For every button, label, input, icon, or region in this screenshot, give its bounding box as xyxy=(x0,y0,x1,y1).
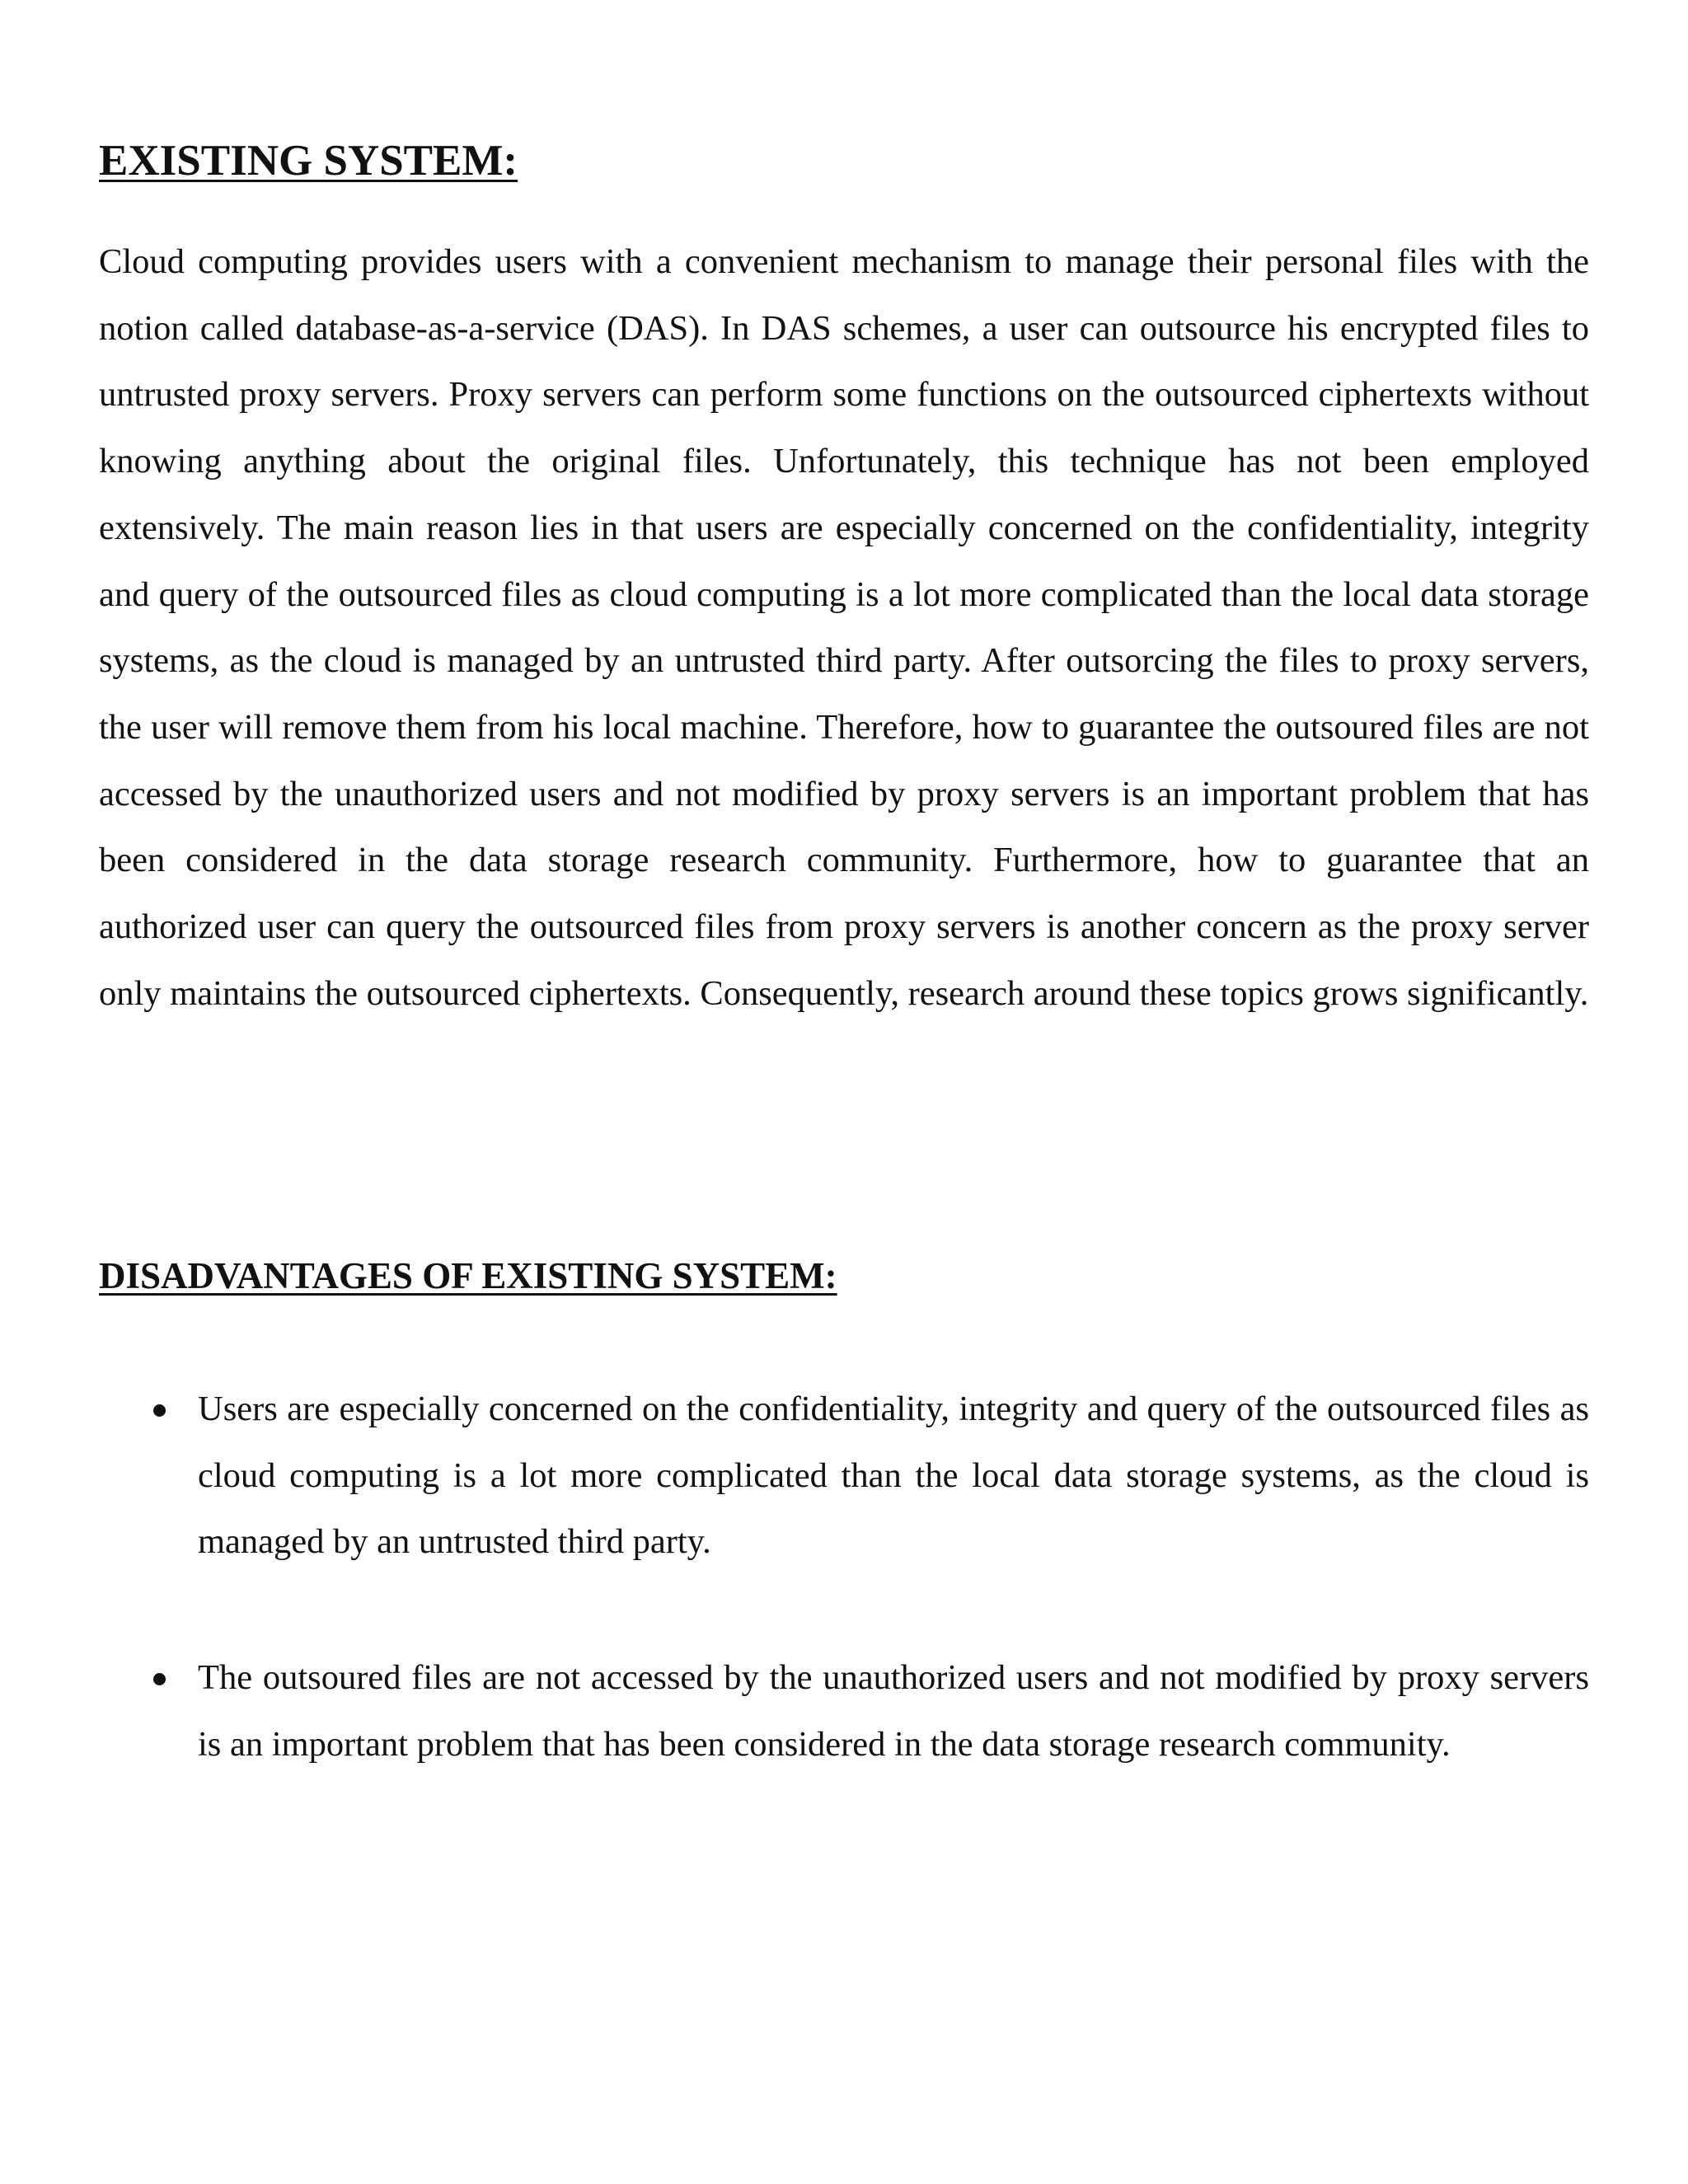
bullet-icon xyxy=(153,1673,166,1685)
existing-system-heading: EXISTING SYSTEM: xyxy=(99,137,518,185)
list-item xyxy=(0,1376,1688,1576)
disadvantages-list xyxy=(0,1376,1688,1848)
list-item-text: Users are especially concerned on the confidentiality, integrity and query of the outsourced files as cloud computing is a lot more complicated than the local data storage systems, as the cloud is managed by an untrusted third party. xyxy=(198,1390,1589,1562)
existing-system-paragraph: Cloud computing provides users with a convenient mechanism to manage their personal files with the notion called database-as-a-service (DAS). In DAS schemes, a user can outsource his encrypted files to untrusted proxy servers. Proxy servers can perform some functions on the outsourced ciphertexts without knowing anything about the original files. Unfortunately, this technique has not been employed extensively. The main reason lies in that users are especially concerned on the confidentiality, integrity and query of the outsourced files as cloud computing is a lot more complicated than the local data storage systems, as the cloud is managed by an untrusted third party. After outsorcing the files to proxy servers, the user will remove them from his local machine. Therefore, how to guarantee the outsoured files are not accessed by the unauthorized users and not modified by proxy servers is an important problem that has been considered in the data storage research community. Furthermore, how to guarantee that an authorized user can query the outsourced files from proxy servers is another concern as the proxy server only maintains the outsourced ciphertexts. Consequently, research around these topics grows significantly. xyxy=(99,242,1589,1013)
list-item-text: The outsoured files are not accessed by the unauthorized users and not modified by proxy servers is an important problem that has been considered in the data storage research community. xyxy=(198,1658,1589,1764)
bullet-icon xyxy=(153,1404,166,1417)
list-item xyxy=(0,1645,1688,1778)
disadvantages-heading: DISADVANTAGES OF EXISTING SYSTEM: xyxy=(99,1255,837,1296)
